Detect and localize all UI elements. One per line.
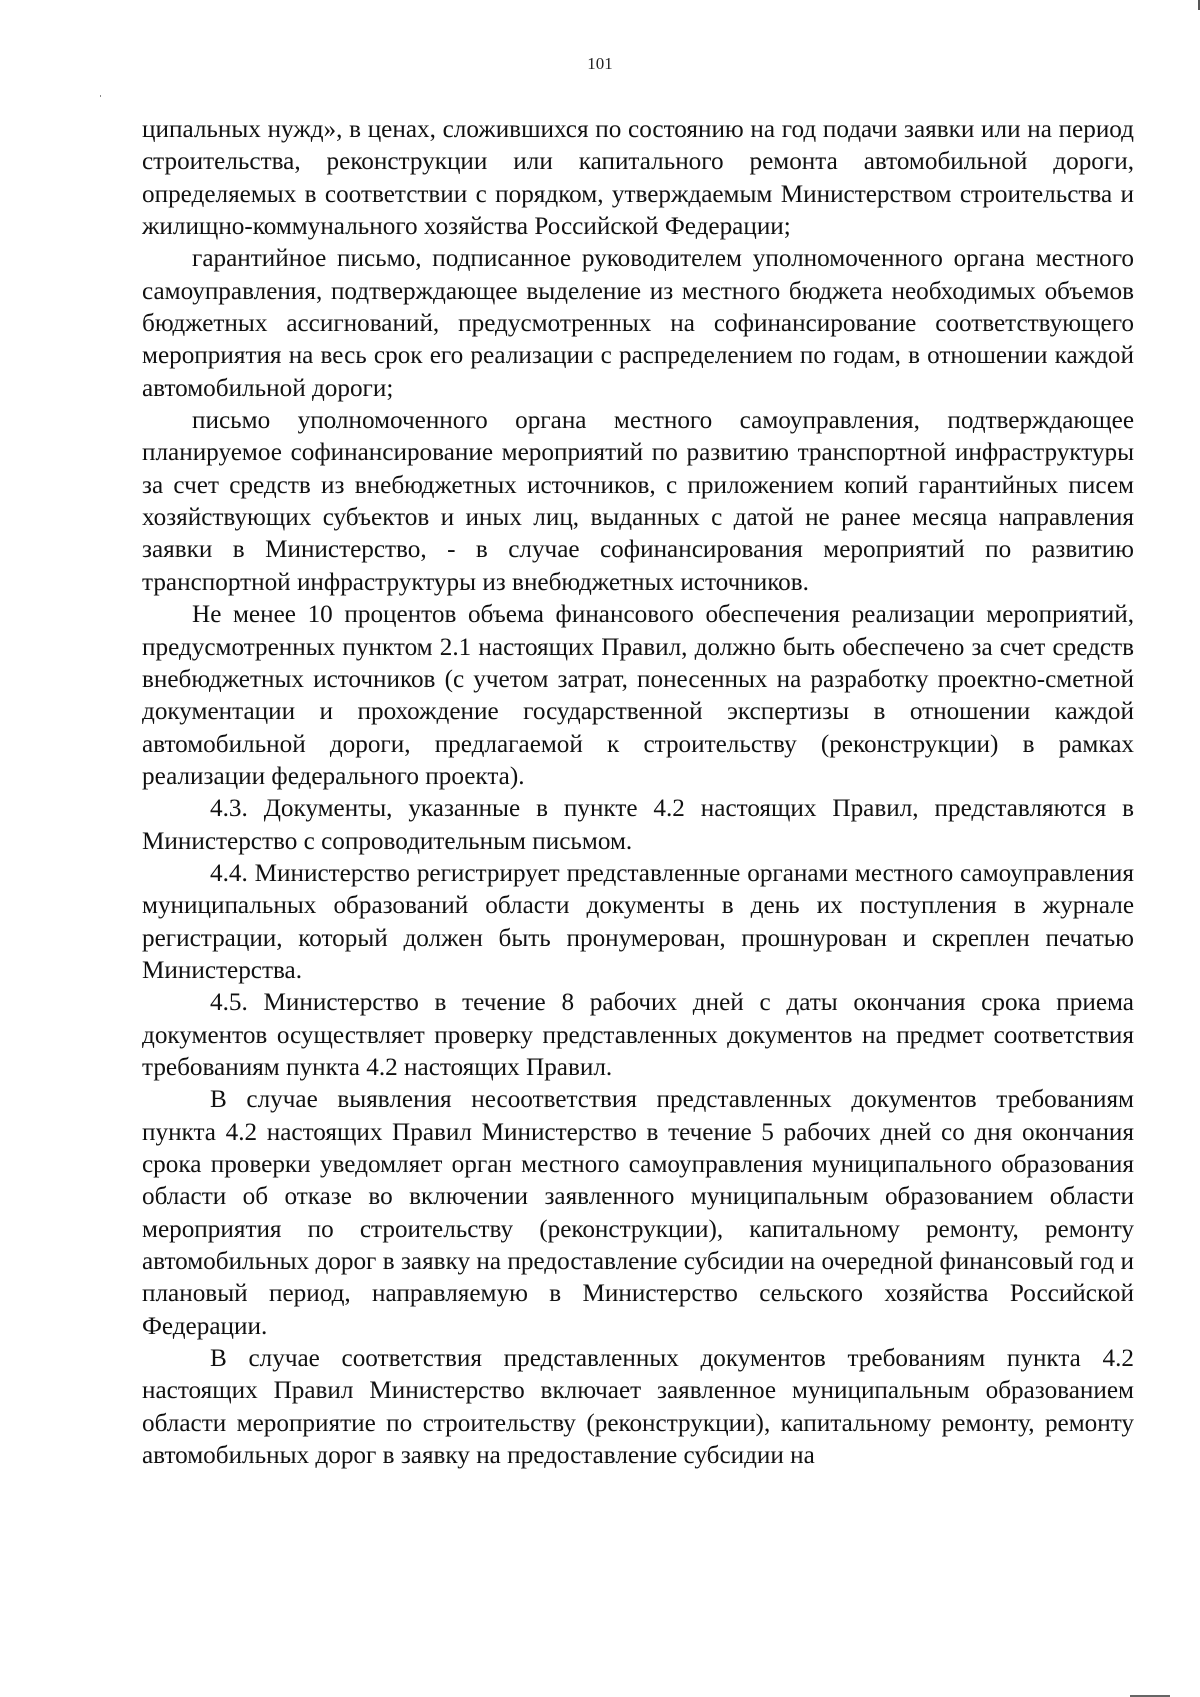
paragraph-continuation: ципальных нужд», в ценах, сложившихся по состоянию на год подачи заявки или на период строительства, реконструкции или капитального ремонта автомобильной дороги, определяемых в соответствии с порядком, утверждаемым Министерством строительства и жилищно-коммунального хозяйства Российской Федерации; [142,116,1134,241]
paragraph-extrabudgetary-share: Не менее 10 процентов объема финансового обеспечения реализации мероприятий, предусмотренных пунктом 2.1 настоящих Правил, должно быть обеспечено за счет средств внебюджетных источников (с учетом затрат, понесенных на разработку проектно-сметной документации и прохождение государственной экспертизы в отношении каждой автомобильной дороги, предлагаемой к строительству (реконструкции) в рамках реализации федерального проекта). [142,601,1134,790]
paragraph-guarantee-letter: гарантийное письмо, подписанное руководителем уполномоченного органа местного самоуправления, подтверждающее выделение из местного бюджета необходимых объемов бюджетных ассигнований, предусмотренных на софинансирование соответствующего мероприятия на весь срок его реализации с распределением по годам, в отношении каждой автомобильной дороги; [142,245,1134,402]
paragraph-4-4: 4.4. Министерство регистрирует представленные органами местного самоуправления муниципальных образований области документы в день их поступления в журнале регистрации, который должен быть пронумерован, прошнурован и скреплен печатью Министерства. [142,859,1134,984]
scan-artifact [100,95,101,97]
document-body [142,114,1134,1472]
page-number: 101 [587,54,613,73]
paragraph-conformity: В случае соответствия представленных документов требованиям пункта 4.2 настоящих Правил Министерство включает заявленное муниципальным образованием области мероприятие по строительству (реконструкции), капитальному ремонту, ремонту автомобильных дорог в заявку на предоставление субсидии на [142,1345,1134,1470]
paragraph-nonconformity: В случае выявления несоответствия представленных документов требованиям пункта 4.2 настоящих Правил Министерство в течение 5 рабочих дней со дня окончания срока проверки уведомляет орган местного самоуправления муниципального образования области об отказе во включении заявленного муниципальным образованием области мероприятия по строительству (реконструкции), капитальному ремонту, ремонту автомобильных дорог в заявку на предоставление субсидии на очередной финансовый год и плановый период, направляемую в Министерство сельского хозяйства Российской Федерации. [142,1086,1134,1340]
paragraph-4-3: 4.3. Документы, указанные в пункте 4.2 настоящих Правил, представляются в Министерство с сопроводительным письмом. [142,795,1134,855]
paragraph-authority-letter: письмо уполномоченного органа местного самоуправления, подтверждающее планируемое софинансирование мероприятий по развитию транспортной инфраструктуры за счет средств из внебюджетных источников, с приложением копий гарантийных писем хозяйствующих субъектов и иных лиц, выданных с датой не ранее месяца направления заявки в Министерство, - в случае софинансирования мероприятий по развитию транспортной инфраструктуры из внебюджетных источников. [142,407,1134,596]
paragraph-4-5: 4.5. Министерство в течение 8 рабочих дней с даты окончания срока приема документов осуществляет проверку представленных документов на предмет соответствия требованиям пункта 4.2 настоящих Правил. [142,989,1134,1081]
